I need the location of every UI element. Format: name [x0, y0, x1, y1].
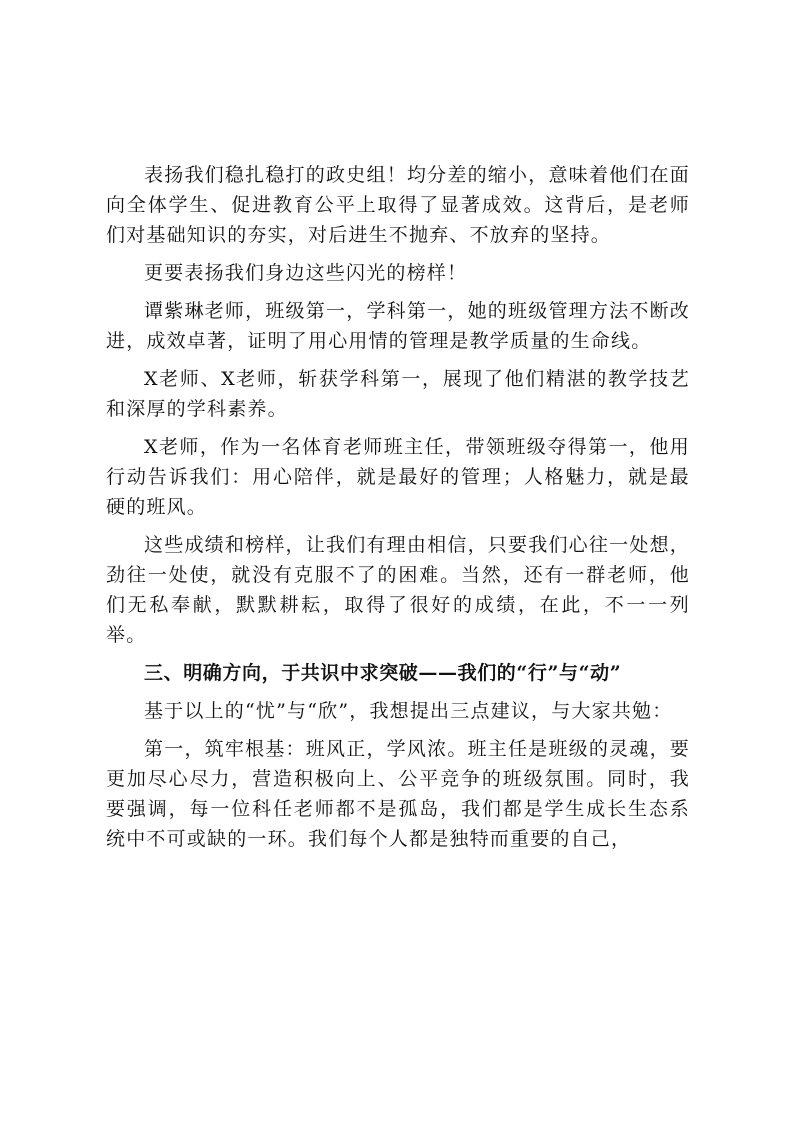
paragraph-suggestions-intro: 基于以上的“忧”与“欣”，我想提出三点建议，与大家共勉： [144, 700, 673, 722]
section-heading: 三、明确方向，于共识中求突破——我们的“行”与“动” [144, 662, 622, 684]
paragraph-role-models-intro: 更要表扬我们身边这些闪光的榜样！ [144, 262, 468, 284]
paragraph-teachers-x: X老师、X老师，斩获学科第一，展现了他们精湛的教学技艺和深厚的学科素养。 [106, 368, 690, 420]
paragraph-politics-history-praise: 表扬我们稳扎稳打的政史组！均分差的缩小，意味着他们在面向全体学生、促进教育公平上取得了显著成效。这背后，是老师们对基础知识的夯实，对后进生不抛弃、不放弃的坚持。 [106, 164, 690, 246]
paragraph-teacher-tan: 谭紫琳老师，班级第一，学科第一，她的班级管理方法不断改进，成效卓著，证明了用心用情的管理是教学质量的生命线。 [106, 300, 690, 352]
document-page [106, 160, 690, 862]
paragraph-pe-teacher: X老师，作为一名体育老师班主任，带领班级夺得第一，他用行动告诉我们：用心陪伴，就是最好的管理；人格魅力，就是最硬的班风。 [106, 436, 690, 518]
paragraph-first-suggestion: 第一，筑牢根基：班风正，学风浓。班主任是班级的灵魂，要更加尽心尽力，营造积极向上、公平竞争的班级氛围。同时，我要强调，每一位科任老师都不是孤岛，我们都是学生成长生态系统中不可或缺的一环。我们每个人都是独特而重要的自己， [106, 738, 690, 850]
paragraph-achievements: 这些成绩和榜样，让我们有理由相信，只要我们心往一处想，劲往一处使，就没有克服不了的困难。当然，还有一群老师，他们无私奉献，默默耕耘，取得了很好的成绩，在此，不一一列举。 [106, 534, 690, 646]
